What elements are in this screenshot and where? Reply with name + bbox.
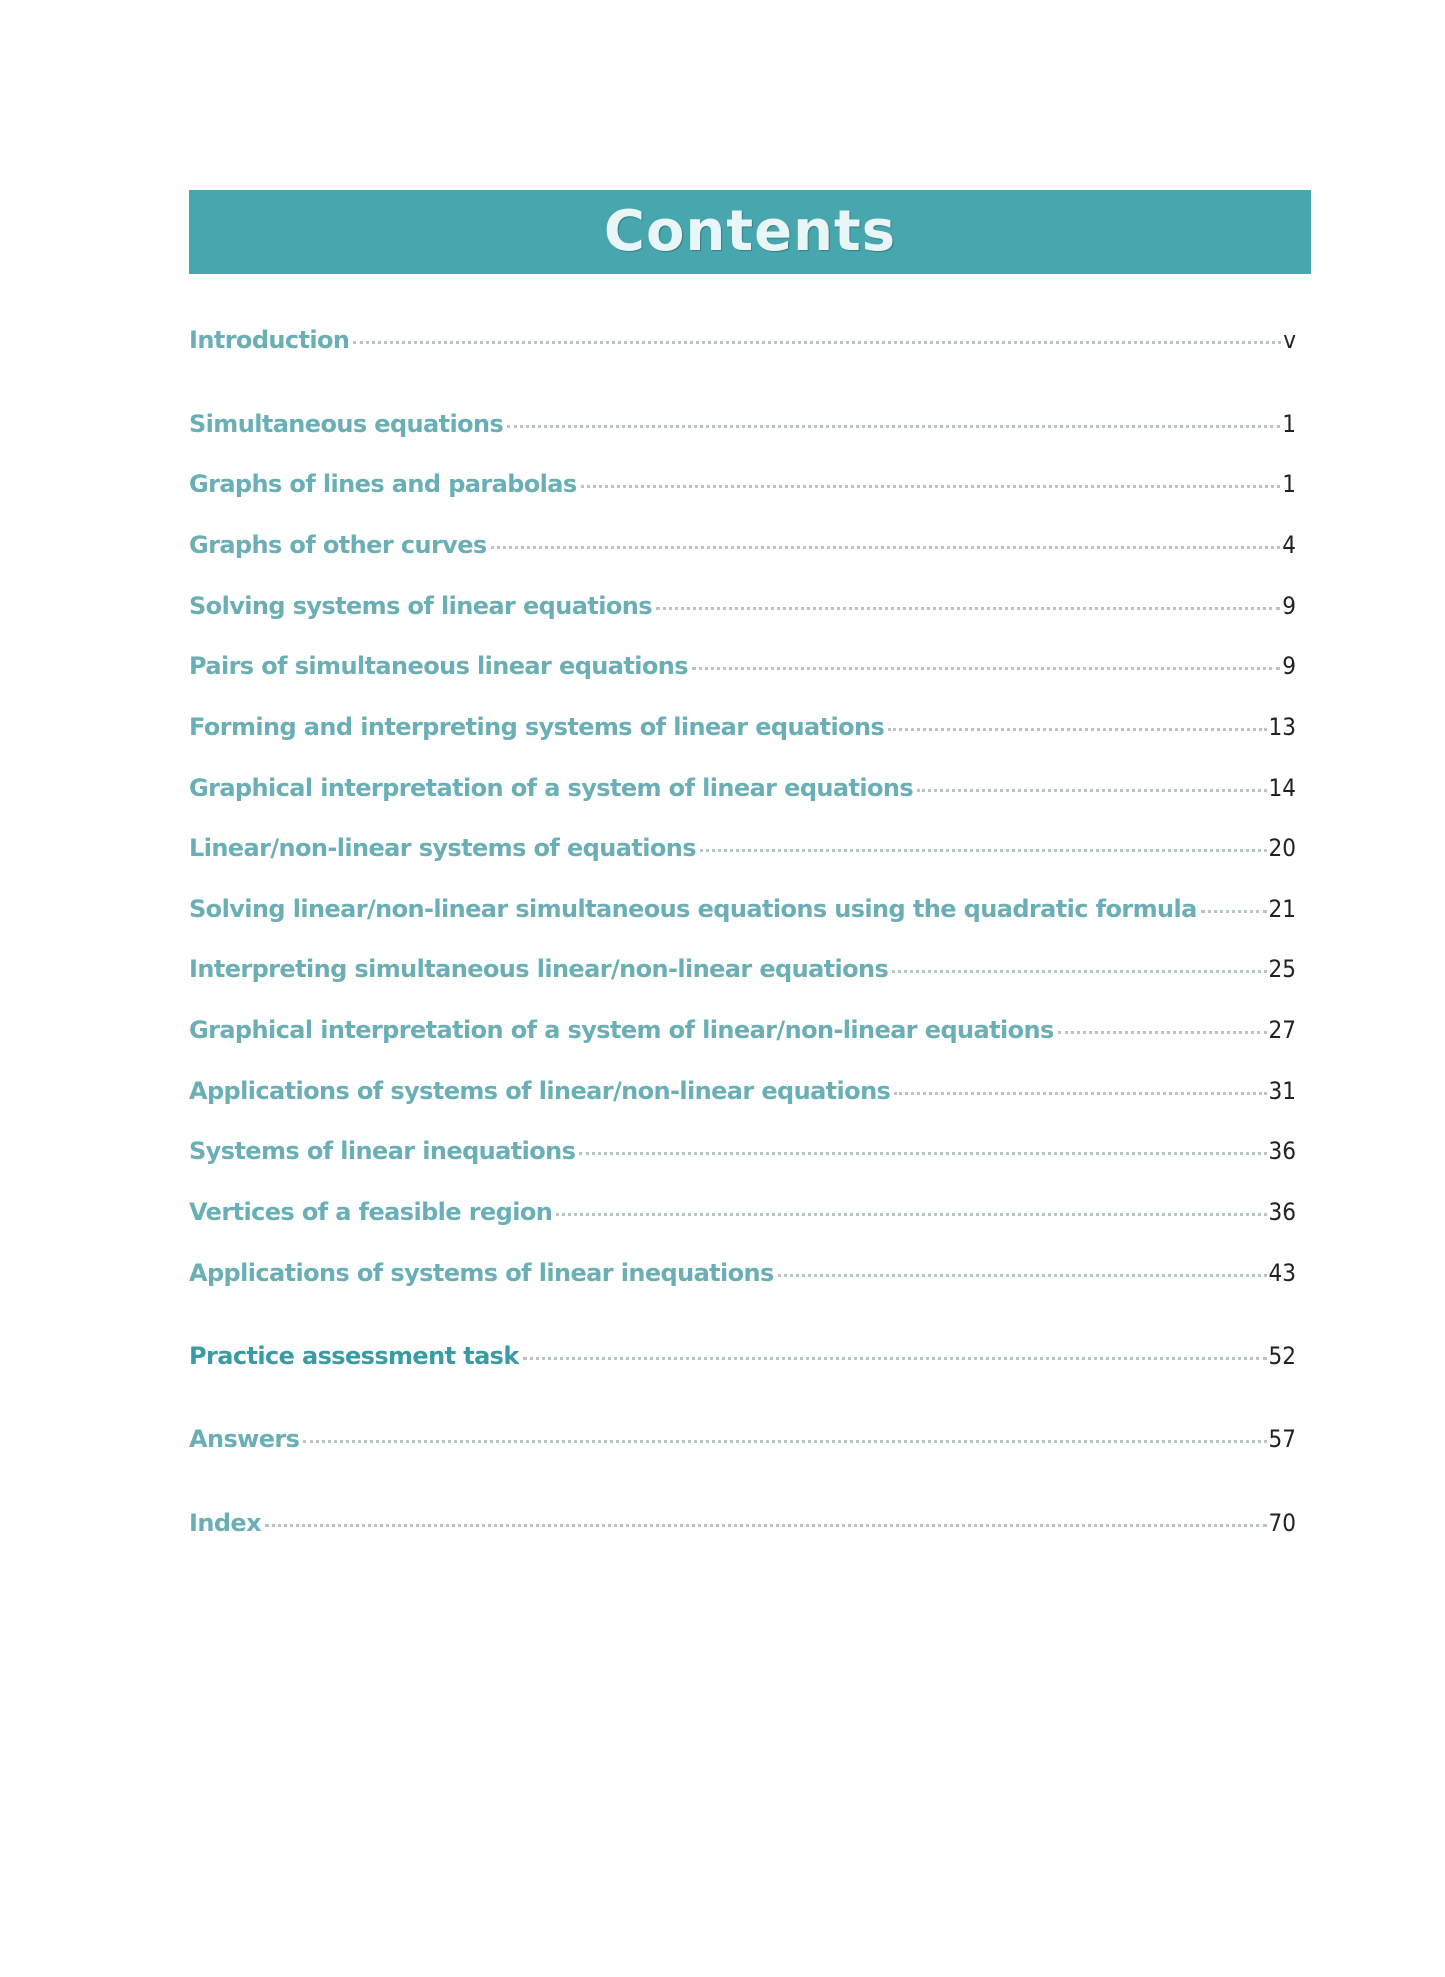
dot-leader	[888, 728, 1266, 731]
toc-entry-label: Systems of linear inequations	[189, 1137, 576, 1165]
dot-leader	[265, 1524, 1267, 1527]
dot-leader	[523, 1357, 1267, 1360]
page-title: Contents	[603, 199, 897, 264]
toc-entry-label: Linear/non-linear systems of equations	[189, 834, 696, 862]
dot-leader	[692, 667, 1280, 670]
toc-entry-page: 1	[1282, 410, 1296, 438]
toc-entry-page: 9	[1282, 652, 1296, 680]
toc-entry-label: Pairs of simultaneous linear equations	[189, 652, 688, 680]
dot-leader	[491, 546, 1281, 549]
toc-entry-page: 20	[1268, 834, 1296, 862]
toc-entry-label: Graphs of other curves	[189, 531, 487, 559]
toc-entry-answers[interactable]	[189, 1425, 1296, 1465]
toc-entry-feasible-region[interactable]	[189, 1198, 1296, 1238]
toc-entry-simultaneous-equations[interactable]	[189, 410, 1296, 450]
dot-leader	[507, 425, 1280, 428]
toc-entry-label: Applications of systems of linear/non-linear equations	[189, 1077, 891, 1105]
dot-leader	[917, 789, 1266, 792]
toc-entry-index[interactable]	[189, 1509, 1296, 1549]
toc-entry-page: v	[1283, 326, 1296, 354]
toc-entry-page: 13	[1268, 713, 1296, 741]
toc-entry-page: 70	[1268, 1509, 1296, 1537]
toc-entry-page: 14	[1268, 774, 1296, 802]
contents-banner	[189, 190, 1311, 274]
toc-entry-quadratic-formula[interactable]	[189, 895, 1296, 935]
toc-entry-label: Solving linear/non-linear simultaneous equations using the quadratic formula	[189, 895, 1197, 923]
toc-entry-page: 21	[1268, 895, 1296, 923]
toc-entry-label: Forming and interpreting systems of linear equations	[189, 713, 885, 741]
toc-entry-label: Applications of systems of linear inequations	[189, 1259, 774, 1287]
toc-entry-label: Index	[189, 1509, 261, 1537]
toc-entry-graphical-nonlinear[interactable]	[189, 1016, 1296, 1056]
dot-leader	[894, 1092, 1266, 1095]
toc-entry-forming-interpreting[interactable]	[189, 713, 1296, 753]
toc-entry-label: Introduction	[189, 326, 350, 354]
toc-entry-introduction[interactable]	[189, 326, 1296, 366]
toc-entry-page: 52	[1268, 1342, 1296, 1370]
dot-leader	[353, 341, 1281, 344]
toc-entry-page: 43	[1268, 1259, 1296, 1287]
dot-leader	[579, 1152, 1266, 1155]
dot-leader	[1201, 910, 1267, 913]
toc-entry-graphs-lines-parabolas[interactable]	[189, 470, 1296, 510]
toc-entry-page: 1	[1282, 470, 1296, 498]
dot-leader	[581, 485, 1281, 488]
toc-entry-label: Graphical interpretation of a system of linear/non-linear equations	[189, 1016, 1054, 1044]
dot-leader	[556, 1213, 1266, 1216]
toc-entry-page: 27	[1268, 1016, 1296, 1044]
toc-entry-solving-linear-systems[interactable]	[189, 592, 1296, 632]
toc-entry-graphical-linear[interactable]	[189, 774, 1296, 814]
dot-leader	[700, 849, 1267, 852]
toc-entry-applications-nonlinear[interactable]	[189, 1077, 1296, 1117]
dot-leader	[778, 1274, 1267, 1277]
toc-entry-linear-nonlinear[interactable]	[189, 834, 1296, 874]
toc-entry-label: Vertices of a feasible region	[189, 1198, 553, 1226]
dot-leader	[1058, 1031, 1267, 1034]
toc-entry-label: Interpreting simultaneous linear/non-linear equations	[189, 955, 889, 983]
toc-entry-page: 9	[1282, 592, 1296, 620]
toc-entry-linear-inequations[interactable]	[189, 1137, 1296, 1177]
toc-entry-label: Graphical interpretation of a system of linear equations	[189, 774, 914, 802]
toc-entry-applications-inequations[interactable]	[189, 1259, 1296, 1299]
toc-entry-page: 25	[1268, 955, 1296, 983]
toc-entry-page: 36	[1268, 1198, 1296, 1226]
toc-entry-interpreting-nonlinear[interactable]	[189, 955, 1296, 995]
toc-entry-graphs-other-curves[interactable]	[189, 531, 1296, 571]
toc-entry-label: Graphs of lines and parabolas	[189, 470, 577, 498]
toc-entry-label: Solving systems of linear equations	[189, 592, 652, 620]
dot-leader	[303, 1440, 1266, 1443]
toc-entry-label: Simultaneous equations	[189, 410, 504, 438]
toc-entry-page: 36	[1268, 1137, 1296, 1165]
toc-entry-practice-assessment[interactable]	[189, 1342, 1296, 1382]
dot-leader	[892, 970, 1266, 973]
toc-entry-page: 31	[1268, 1077, 1296, 1105]
toc-entry-label: Practice assessment task	[189, 1342, 519, 1370]
toc-entry-page: 4	[1282, 531, 1296, 559]
toc-entry-label: Answers	[189, 1425, 300, 1453]
toc-entry-page: 57	[1268, 1425, 1296, 1453]
dot-leader	[656, 607, 1280, 610]
toc-entry-pairs-simultaneous[interactable]	[189, 652, 1296, 692]
